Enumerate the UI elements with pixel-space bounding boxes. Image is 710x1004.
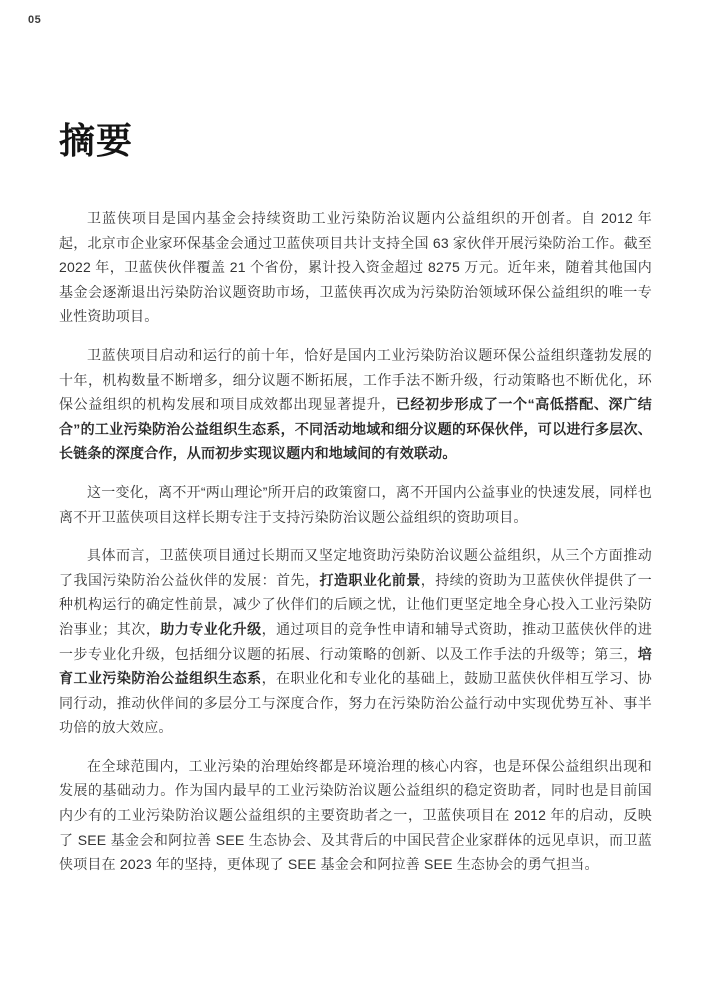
body-text: ，通过项目的竞争性申请和辅导式资助，推动卫蓝侠伙伴的进一步专业化升级，包括细分议题的拓展、行动策略的创新、以及工作手法的升级等；第三， [59, 620, 652, 662]
emphasis-text: 助力专业化升级 [160, 620, 262, 637]
body-text: 卫蓝侠项目是国内基金会持续资助工业污染防治议题内公益组织的开创者。自 2012 年起，北京市企业家环保基金会通过卫蓝侠项目共计支持全国 63 家伙伴开展污染防治工作。截至 2022 年，卫蓝侠伙伴覆盖 21 个省份，累计投入资金超过 8275 万元。近年来，随着其他国内基金会逐渐退出污染防治议题资助市场，卫蓝侠再次成为污染防治领域环保公益组织的唯一专业性资助项目。 [59, 210, 652, 325]
page-number: 05 [28, 14, 42, 26]
body-text: 卫蓝侠项目启动和运行的前十年，恰好是国内工业污染防治议题环保公益组织蓬勃发展的十年，机构数量不断增多，细分议题不断拓展，工作手法不断升级，行动策略也不断优化，环保公益组织的机构发展和项目成效都出现显著提升， [59, 346, 652, 413]
body-text: 具体而言，卫蓝侠项目通过长期而又坚定地资助污染防治议题公益组织，从三个方面推动了我国污染防治公益伙伴的发展：首先， [59, 547, 652, 588]
body-text: ，在职业化和专业化的基础上，鼓励卫蓝侠伙伴相互学习、协同行动，推动伙伴间的多层分工与深度合作，努力在污染防治公益行动中实现优势互补、事半功倍的放大效应。 [59, 670, 652, 736]
emphasis-text: 培育工业污染防治公益组织生态系 [59, 645, 652, 687]
paragraph [59, 343, 652, 466]
page-content [59, 120, 652, 877]
abstract-title: 摘要 [59, 120, 134, 161]
paragraph [59, 754, 652, 877]
body-text: 这一变化，离不开“两山理论”所开启的政策窗口，离不开国内公益事业的快速发展，同样也离不开卫蓝侠项目这样长期专注于支持污染防治议题公益组织的资助项目。 [59, 483, 652, 525]
paragraph [59, 543, 652, 740]
emphasis-text: 已经初步形成了一个“高低搭配、深广结合”的工业污染防治公益组织生态系，不同活动地域和细分议题的环保伙伴，可以进行多层次、长链条的深度合作，从而初步实现议题内和地域间的有效联动。 [59, 396, 652, 462]
body-text: 在全球范围内，工业污染的治理始终都是环境治理的核心内容，也是环保公益组织出现和发展的基础动力。作为国内最早的工业污染防治议题公益组织的稳定资助者，同时也是目前国内少有的工业污染防治议题公益组织的主要资助者之一，卫蓝侠项目在 2012 年的启动，反映了 SEE 基金会和阿拉善 SEE 生态协会、及其背后的中国民营企业家群体的远见卓识，而卫蓝侠项目在 2023 年的坚持，更体现了 SEE 基金会和阿拉善 SEE 生态协会的勇气担当。 [59, 757, 652, 873]
paragraph [59, 480, 652, 529]
emphasis-text: 打造职业化前景 [319, 571, 421, 588]
body-text: ，持续的资助为卫蓝侠伙伴提供了一种机构运行的确定性前景，减少了伙伴们的后顾之忧，让他们更坚定地全身心投入工业污染防治事业；其次， [59, 571, 652, 637]
paragraph [59, 206, 652, 329]
abstract-body [59, 206, 652, 877]
